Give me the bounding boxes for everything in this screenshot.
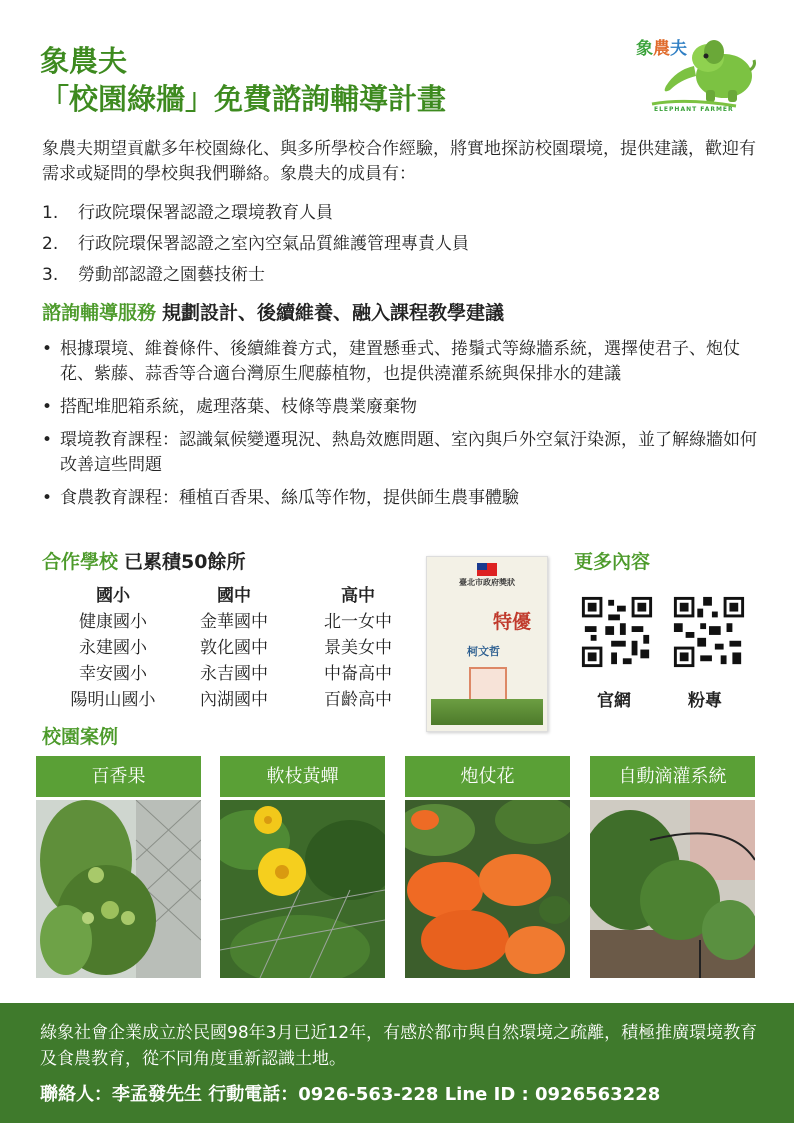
list-item: • 環境教育課程：認識氣候變遷現況、熱島效應問題、室內與戶外空氣汙染源，並了解綠牆如何改善這些問題 — [42, 428, 762, 478]
footer-banner — [0, 1003, 794, 1123]
list-item: • 根據環境、維養條件、後續維養方式，建置懸垂式、捲鬚式等綠牆系統，選擇使君子、炮仗花、紫藤、蒜香等合適台灣原生爬藤植物，也提供澆灌系統與保排水的建議 — [42, 337, 762, 387]
case-card-drip-irrigation — [590, 756, 755, 979]
elephant-icon — [636, 28, 760, 118]
school-column-senior-high — [308, 583, 408, 713]
flag-icon — [477, 563, 497, 576]
school-column-elementary — [56, 583, 170, 713]
award-grade: 特優 — [493, 611, 532, 633]
school-name: 陽明山國小 — [70, 690, 156, 710]
page-title — [40, 42, 446, 118]
partners-heading: 合作學校 已累積50餘所 — [42, 551, 246, 573]
case-label: 百香果 — [36, 756, 201, 797]
members-list — [42, 198, 469, 291]
case-label: 自動滴灌系統 — [590, 756, 755, 797]
school-name: 永建國小 — [79, 638, 147, 658]
school-name: 健康國小 — [79, 612, 147, 632]
contact-info: 聯絡人：李孟發先生 行動電話：0926-563-228 Line ID : 0926563228 — [40, 1084, 661, 1105]
garden-illustration — [431, 699, 543, 725]
list-item: • 搭配堆肥箱系統，處理落葉、枝條等農業廢棄物 — [42, 395, 762, 420]
logo-subtitle: ELEPHANT FARMER — [654, 106, 734, 113]
award-certificate — [426, 556, 548, 732]
school-name: 金華國中 — [200, 612, 268, 632]
case-card-allamanda — [220, 756, 385, 979]
column-header: 國中 — [217, 586, 251, 606]
case-card-flame-vine — [405, 756, 570, 979]
drip-irrigation-photo — [590, 800, 755, 978]
school-name: 北一女中 — [324, 612, 392, 632]
award-signatory: 柯文哲 — [467, 645, 500, 658]
flame-vine-photo — [405, 800, 570, 978]
title-line-1: 象農夫 — [40, 44, 128, 78]
list-item: 2. 行政院環保署認證之室內空氣品質維護管理專責人員 — [42, 234, 469, 254]
case-label: 軟枝黃蟬 — [220, 756, 385, 797]
title-line-2: 「校園綠牆」免費諮詢輔導計畫 — [40, 82, 447, 116]
school-name: 景美女中 — [324, 638, 392, 658]
qr-code-fanpage[interactable] — [670, 594, 748, 670]
award-title: 臺北市政府獎狀 — [459, 578, 515, 587]
logo-wordmark: 象農夫 — [636, 39, 687, 59]
qr-label-fanpage: 粉專 — [688, 691, 722, 711]
qr-code-icon — [670, 594, 748, 670]
allamanda-photo — [220, 800, 385, 978]
services-list — [42, 337, 762, 519]
qr-label-website: 官網 — [597, 691, 631, 711]
services-heading: 諮詢輔導服務 規劃設計、後續維養、融入課程教學建議 — [42, 302, 505, 324]
list-item: 1. 行政院環保署認證之環境教育人員 — [42, 203, 333, 223]
list-item: • 食農教育課程：種植百香果、絲瓜等作物，提供師生農事體驗 — [42, 486, 762, 511]
school-column-junior-high — [184, 583, 284, 713]
column-header: 高中 — [341, 586, 375, 606]
qr-code-website[interactable] — [578, 594, 656, 670]
passionfruit-photo — [36, 800, 201, 978]
school-name: 永吉國中 — [200, 664, 268, 684]
qr-code-icon — [578, 594, 656, 670]
list-item: 3. 勞動部認證之園藝技術士 — [42, 265, 265, 285]
footer-description: 綠象社會企業成立於民國98年3月已近12年，有感於都市與自然環境之疏離，積極推廣環境教育及食農教育，從不同角度重新認識土地。 — [40, 1023, 758, 1069]
more-heading: 更多內容 — [574, 551, 651, 573]
case-card-passionfruit — [36, 756, 201, 979]
school-name: 百齡高中 — [324, 690, 392, 710]
cases-heading: 校園案例 — [42, 726, 119, 748]
school-name: 幸安國小 — [79, 664, 147, 684]
case-label: 炮仗花 — [405, 756, 570, 797]
elephant-farmer-logo — [636, 28, 760, 118]
school-name: 內湖國中 — [200, 690, 268, 710]
school-name: 敦化國中 — [200, 638, 268, 658]
column-header: 國小 — [96, 586, 130, 606]
intro-paragraph: 象農夫期望貢獻多年校園綠化、與多所學校合作經驗，將實地探訪校園環境，提供建議，歡迎有需求或疑問的學校與我們聯絡。象農夫的成員有： — [42, 139, 756, 184]
school-name: 中崙高中 — [324, 664, 392, 684]
